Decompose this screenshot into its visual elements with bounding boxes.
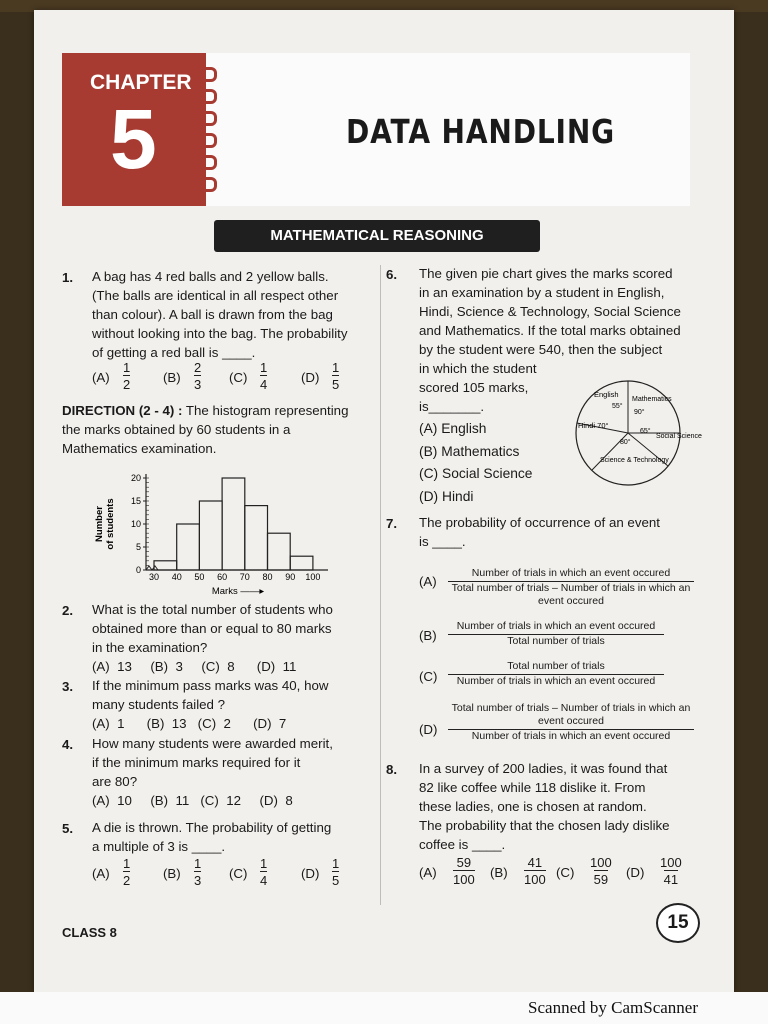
option-label: (B) <box>163 866 181 881</box>
option-label: (D) <box>419 722 438 737</box>
numerator: 100 <box>590 855 612 870</box>
q6-options: (A) English (B) Mathematics (C) Social Science (D) Hindi <box>419 421 533 504</box>
histogram-bar <box>290 556 313 570</box>
question-text: A die is thrown. The probability of getting a multiple of 3 is ____. <box>92 820 332 854</box>
numerator: 1 <box>260 856 268 871</box>
option-label: (C) <box>229 866 248 881</box>
direction-text: DIRECTION (2 - 4) : The histogram representing the marks obtained by 60 students in a Mathematics examination. <box>62 403 349 456</box>
denominator: 3 <box>194 377 202 392</box>
option-label: (B) <box>163 370 181 385</box>
option-fraction <box>123 360 130 392</box>
denominator: 3 <box>194 873 202 888</box>
option-label: (A) <box>419 574 437 589</box>
question-text: The probability of occurrence of an event is ____. <box>419 515 660 549</box>
x-tick-label: 30 <box>148 572 160 582</box>
option-label: (C) <box>556 865 575 880</box>
y-tick-label: 15 <box>130 496 141 506</box>
option-fraction <box>660 855 682 887</box>
x-tick-label: 60 <box>217 572 228 582</box>
question-text: In a survey of 200 ladies, it was found that 82 like coffee while 118 dislike it. From these ladies, one is chosen at random. The probability that the chosen lady dislike coffee is ____. <box>419 761 670 852</box>
fraction-option: Number of trials in which an event occured Total number of trials <box>448 620 664 648</box>
question-number: 4. <box>62 737 74 752</box>
binder-ring-icon <box>202 89 217 104</box>
y-tick-label: 10 <box>130 519 141 529</box>
question-number: 1. <box>62 270 74 285</box>
denominator: 41 <box>663 872 679 887</box>
y-tick-label: 0 <box>135 565 141 575</box>
question-number: 3. <box>62 679 74 694</box>
numerator: 41 <box>527 855 543 870</box>
x-tick-label: 80 <box>262 572 273 582</box>
chapter-number: 5 <box>110 92 157 186</box>
denominator: 5 <box>332 377 340 392</box>
option-label: (D) <box>301 370 320 385</box>
question-number: 7. <box>386 516 398 531</box>
class-label: CLASS 8 <box>62 925 117 940</box>
y-tick-label: 5 <box>135 542 141 552</box>
y-tick-label: 20 <box>130 473 141 483</box>
numerator: 1 <box>194 856 202 871</box>
option-label: (A) <box>419 865 437 880</box>
chapter-title: DATA HANDLING <box>346 112 616 151</box>
option-fraction <box>123 856 130 888</box>
numerator: 100 <box>660 855 682 870</box>
option-fraction <box>194 360 201 392</box>
option-label: (D) <box>626 865 645 880</box>
option-fraction <box>260 360 267 392</box>
x-tick-label: 40 <box>171 572 182 582</box>
binder-ring-icon <box>202 111 217 126</box>
pie-label: Science & Technology <box>600 457 669 464</box>
option-fraction <box>453 855 475 887</box>
question-number: 8. <box>386 762 398 777</box>
pie-label: Hindi 70° <box>578 421 609 430</box>
option-label: (C) <box>229 370 248 385</box>
pie-label: 90° <box>634 409 645 416</box>
option-label: (D) <box>301 866 320 881</box>
scanner-watermark: Scanned by CamScanner <box>528 998 698 1017</box>
pie-chart <box>560 378 702 488</box>
pie-label: English <box>594 390 619 399</box>
binder-ring-icon <box>202 133 217 148</box>
denominator: 4 <box>260 377 268 392</box>
x-tick-label: 50 <box>194 572 205 582</box>
numerator: 2 <box>194 360 202 375</box>
option-label: (B) <box>490 865 508 880</box>
option-fraction <box>590 855 612 887</box>
option-fraction <box>260 856 267 888</box>
x-axis-label: Marks ——▸ <box>211 586 265 597</box>
histogram-bar <box>177 524 200 570</box>
section-heading: MATHEMATICAL REASONING <box>214 220 540 252</box>
denominator: 100 <box>524 872 546 887</box>
numerator: 1 <box>332 360 340 375</box>
numerator: 1 <box>123 360 131 375</box>
histogram-bar <box>199 501 222 570</box>
histogram-bar <box>245 506 268 570</box>
pie-label: 80° <box>620 439 631 446</box>
option-label: (B) <box>419 628 437 643</box>
numerator: 1 <box>123 856 131 871</box>
y-axis-label: Numberof students <box>94 498 116 550</box>
question-text: If the minimum pass marks was 40, how many students failed ? (A) 1 (B) 13 (C) 2 (D) 7 <box>92 678 329 731</box>
denominator: 59 <box>593 872 609 887</box>
chapter-box <box>62 53 206 206</box>
numerator: 1 <box>332 856 340 871</box>
pie-label: Mathematics <box>632 396 672 403</box>
binder-ring-icon <box>202 177 217 192</box>
option-label: (C) <box>419 669 438 684</box>
numerator: 1 <box>260 360 268 375</box>
fraction-option: Total number of trials – Number of trials in which an event occured Number of trials in which an event occured <box>448 702 694 743</box>
histogram-bar <box>268 533 291 570</box>
question-text: The given pie chart gives the marks scored in an examination by a student in English, Hindi, Science & Technology, Social Science and Mathematics. If the total marks obtained by the student were 540, then the subject in which the student scored 105 marks, is_______. <box>419 266 681 414</box>
x-tick-label: 100 <box>305 572 321 582</box>
denominator: 5 <box>332 873 340 888</box>
binder-ring-icon <box>202 155 217 170</box>
option-fraction <box>194 856 201 888</box>
option-fraction <box>524 855 546 887</box>
pie-label: 65° <box>640 428 651 435</box>
x-tick-label: 90 <box>285 572 296 582</box>
option-label: (A) <box>92 866 110 881</box>
chapter-word: CHAPTER <box>90 71 192 94</box>
question-text: How many students were awarded merit, if the minimum marks required for it are 80? (A) 10 (B) 11 (C) 12 (D) 8 <box>92 736 333 808</box>
pie-label: Social Science <box>656 433 702 440</box>
histogram-bar <box>222 478 245 570</box>
question-number: 5. <box>62 821 74 836</box>
question-number: 2. <box>62 603 74 618</box>
histogram-chart <box>88 468 338 598</box>
denominator: 4 <box>260 873 268 888</box>
question-text: What is the total number of students who obtained more than or equal to 80 marks in the examination? (A) 13 (B) 3 (C) 8 (D) 11 <box>92 602 333 674</box>
option-fraction <box>332 360 339 392</box>
denominator: 2 <box>123 873 131 888</box>
pie-label: 55° <box>612 403 623 410</box>
numerator: 59 <box>456 855 472 870</box>
option-label: (A) <box>92 370 110 385</box>
fraction-option: Total number of trials Number of trials in which an event occured <box>448 660 664 688</box>
question-text: A bag has 4 red balls and 2 yellow balls. (The balls are identical in all respect other than colour). A ball is drawn from the bag without looking into the bag. The probability of getting a red ball is ____. <box>92 269 348 360</box>
question-number: 6. <box>386 267 398 282</box>
denominator: 2 <box>123 377 131 392</box>
page-number: 15 <box>656 903 700 943</box>
option-fraction <box>332 856 339 888</box>
binder-ring-icon <box>202 67 217 82</box>
column-divider <box>380 265 381 905</box>
fraction-option: Number of trials in which an event occured Total number of trials – Number of trials in which an event occured <box>448 567 694 608</box>
denominator: 100 <box>453 872 475 887</box>
x-tick-label: 70 <box>239 572 250 582</box>
